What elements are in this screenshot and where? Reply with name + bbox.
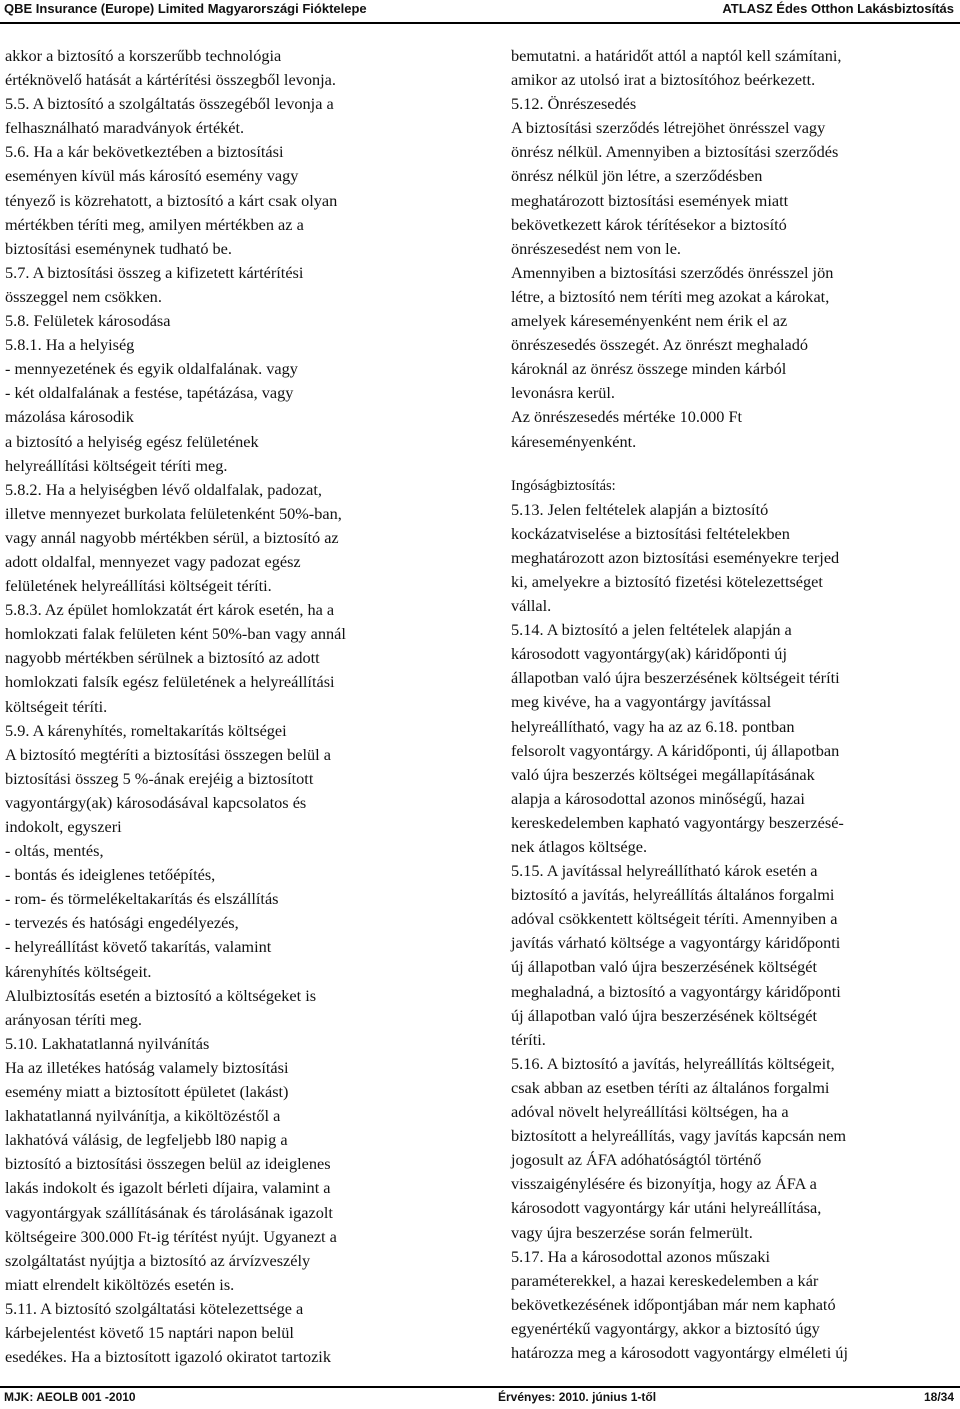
text-line: levonásra kerül. [511,383,615,403]
section-subheading: Ingóságbiztosítás: [511,477,616,494]
text-line: A biztosítási szerződés létrejöhet önrésszel vagy [511,118,826,138]
text-line: egyenértékű vagyontárgy, akkor a biztosító úgy [511,1318,820,1338]
text-line: - bontás és ideiglenes tetőépítés, [5,865,216,885]
text-line: biztosító a javítás, helyreállítás általános forgalmi [511,885,835,905]
text-line: szolgáltatást nyújtja a biztosító az árvízveszély [5,1250,311,1270]
text-line: jogosult az ÁFA adóhatóságtól történő [511,1150,762,1170]
left-text-column [5,44,450,1369]
text-line: 5.17. Ha a károsodottal azonos műszaki [511,1246,771,1266]
text-line: 5.8.2. Ha a helyiségben lévő oldalfalak, padozat, [5,479,322,499]
text-line: lakhatatlanná nyilvánítja, a kiköltözéstől a [5,1106,281,1126]
text-line: amelyek káreseményenként nem érik el az [511,311,788,331]
text-line: összeggel nem csökken. [5,286,162,306]
text-line: A biztosító megtéríti a biztosítási összegen belül a [5,744,332,764]
text-line: illetve mennyezet burkolata felületenként 50%-ban, [5,503,342,523]
text-line: - két oldalfalának a festése, tapétázása, vagy [5,383,294,403]
footer-page-number: 18/34 [923,1390,954,1404]
text-line: - mennyezetének és egyik oldalfalának. vagy [5,359,298,379]
footer-validity: Érvényes: 2010. június 1-től [498,1390,657,1404]
text-line: bemutatni. a határidőt attól a naptól kell számítani, [511,46,842,65]
text-line: 5.15. A javítással helyreállítható károk esetén a [511,861,818,881]
text-line: 5.14. A biztosító a jelen feltételek alapján a [511,620,792,640]
text-line: bekövetkezett károk térítésekor a biztosító [511,214,787,234]
text-line: 5.10. Lakhatatlanná nyilvánítás [5,1033,210,1053]
text-line: 5.12. Önrészesedés [511,94,637,114]
text-line: biztosítási eseménynek tudható be. [5,238,232,258]
text-line: visszaigénylésére és bizonyítja, hogy az ÁFA a [511,1174,817,1194]
text-line: mázolása károsodik [5,407,134,427]
text-line: önrészesedés összegét. Az önrészt meghaladó [511,335,809,355]
footer-document-code: MJK: AEOLB 001 -2010 [4,1390,136,1404]
text-line: javítás várható költsége a vagyontárgy káridőponti [511,933,841,953]
text-line: homlokzati falak felületen ként 50%-ban vagy annál [5,624,346,644]
text-line: Amennyiben a biztosítási szerződés önrésszel jön [511,262,834,282]
text-line: alapja a károsodottal azonos minőségű, hazai [511,788,805,808]
text-line: 5.8.1. Ha a helyiség [5,335,135,355]
text-line: önrész nélkül jön létre, a szerződésben [511,166,763,186]
text-line: - oltás, mentés, [5,841,104,861]
text-line: 5.8. Felületek károsodása [5,311,171,331]
text-line: homlokzati falsík egész felületének a helyreállítási [5,672,335,692]
text-line: értéknövelő hatását a kártérítési összegből levonja. [5,70,336,90]
text-line: káreseményenként. [511,431,637,451]
text-line: károsodott vagyontárgy kár utáni helyreállítása, [511,1198,822,1218]
text-line: vagy újra beszerzése során felmerült. [511,1222,753,1242]
text-line: kárbejelentést követő 15 naptári napon belül [5,1322,294,1342]
header-rule [0,22,960,24]
text-line: lakás indokolt és igazolt bérleti díjaira, valamint a [5,1178,331,1198]
text-line: létre, a biztosító nem téríti meg azokat a károkat, [511,286,830,306]
text-line: 5.13. Jelen feltételek alapján a biztosító [511,499,769,519]
text-line: új állapotban való újra beszerzésének költségét [511,1005,818,1025]
text-line: állapotban való újra beszerzésének költségeit téríti [511,668,840,688]
header-product: ATLASZ Édes Otthon Lakásbiztosítás [722,1,954,16]
text-line: felhasználható maradványok értékét. [5,118,245,138]
text-line: - helyreállítást követő takarítás, valamint [5,937,272,957]
text-line: biztosítási összeg 5 %-ának erejéig a biztosított [5,768,314,788]
text-line: Ha az illetékes hatóság valamely biztosítási [5,1057,289,1077]
text-line: biztosító a biztosítási összegen belül az ideiglenes [5,1154,331,1174]
text-line: 5.5. A biztosító a szolgáltatás összegéből levonja a [5,94,334,114]
text-line: 5.8.3. Az épület homlokzatát ért károk esetén, ha a [5,600,335,620]
text-line: kereskedelemben kapható vagyontárgy beszerzésé- [511,812,844,832]
text-line: vállal. [511,596,552,616]
right-text-column [511,44,955,1365]
text-line: indokolt, egyszeri [5,817,122,836]
text-line: téríti. [511,1029,546,1049]
text-line: eseményen kívül más károsító esemény vagy [5,166,299,186]
text-line: paraméterekkel, a hazai kereskedelemben a kár [511,1270,819,1290]
text-line: mértékben téríti meg, amilyen mértékben az a [5,214,304,234]
text-line: adott oldalfal, mennyezet vagy padozat egész [5,551,301,571]
page-footer [0,1389,960,1407]
text-line: károsodott vagyontárgy(ak) káridőponti új [511,644,787,664]
text-line: károknál az önrész összege minden kárból [511,359,787,379]
text-line: biztosított a helyreállítás, vagy javítás kapcsán nem [511,1126,847,1146]
text-line: csak abban az esetben téríti az általános forgalmi [511,1077,830,1097]
text-line: meghatározott biztosítási események miatt [511,190,789,210]
text-line: adóval csökkentett költségeit téríti. Amennyiben a [511,909,838,929]
text-line: adóval növelt helyreállítási költségen, ha a [511,1102,789,1122]
text-line: nek átlagos költsége. [511,837,648,856]
text-line: meghatározott azon biztosítási eseményekre terjed [511,547,840,567]
text-line: 5.6. Ha a kár bekövetkeztében a biztosítási [5,142,284,162]
text-line: amikor az utolsó irat a biztosítóhoz beérkezett. [511,70,816,90]
text-line: vagy annál nagyobb mértékben sérül, a biztosító az [5,527,339,547]
text-line: tényező is közrehatott, a biztosító a kárt csak olyan [5,190,338,210]
text-line: a biztosító a helyiség egész felületének [5,431,259,451]
text-line: felsorolt vagyontárgy. A káridőponti, új állapotban [511,740,840,760]
text-line: - rom- és törmelékeltakarítás és elszállítás [5,889,279,909]
text-line: arányosan téríti meg. [5,1009,142,1029]
text-line: lakhatóvá válásig, de legfeljebb l80 napig a [5,1130,288,1150]
text-line: vagyontárgy(ak) károsodásával kapcsolatos és [5,792,307,812]
text-line: 5.9. A kárenyhítés, romeltakarítás költségei [5,720,287,740]
text-line: esedékes. Ha a biztosított igazoló okiratot tartozik [5,1347,331,1367]
text-line: miatt elrendelt kiköltözés esetén is. [5,1274,235,1294]
page-header [0,0,960,24]
text-line: 5.7. A biztosítási összeg a kifizetett kártérítési [5,262,304,282]
text-line: esemény miatt a biztosított épületet (lakást) [5,1082,289,1102]
text-line: való újra beszerzés költségei megállapításának [511,764,815,784]
section-spacer [511,454,955,474]
text-line: Alulbiztosítás esetén a biztosító a költségeket is [5,985,317,1005]
text-line: vagyontárgyak szállításának és tárolásának igazolt [5,1202,333,1222]
text-line: kárenyhítés költségeit. [5,961,152,981]
text-line: 5.16. A biztosító a javítás, helyreállítás költségeit, [511,1053,835,1073]
text-line: meghaladná, a biztosító a vagyontárgy káridőponti [511,981,841,1001]
text-line: költségeire 300.000 Ft-ig térítést nyújt. Ugyanezt a [5,1226,337,1246]
text-line: akkor a biztosító a korszerűbb technológia [5,46,282,65]
text-line: felületének helyreállítási költségeit téríti. [5,576,272,596]
text-line: határozza meg a károsodott vagyontárgy elméleti új [511,1342,848,1362]
text-line: kockázatviselése a biztosítási feltételekben [511,523,790,543]
header-company: QBE Insurance (Europe) Limited Magyarországi Fióktelepe [4,1,367,16]
text-line: 5.11. A biztosító szolgáltatási kötelezettsége a [5,1298,304,1318]
text-line: önrész nélkül. Amennyiben a biztosítási szerződés [511,142,839,162]
text-line: helyreállítható, vagy ha az az 6.18. pontban [511,716,795,736]
text-line: meg kivéve, ha a vagyontárgy javítással [511,692,772,712]
text-line: nagyobb mértékben sérülnek a biztosító az adott [5,648,320,668]
text-line: új állapotban való újra beszerzésének költségét [511,957,818,977]
text-line: - tervezés és hatósági engedélyezés, [5,913,239,933]
text-line: költségeit téríti. [5,696,108,716]
text-line: ki, amelyekre a biztosító fizetési kötelezettséget [511,571,823,591]
footer-rule [0,1386,960,1388]
text-line: helyreállítási költségeit téríti meg. [5,455,228,475]
text-line: önrészesedést nem von le. [511,238,681,258]
text-line: Az önrészesedés mértéke 10.000 Ft [511,407,743,427]
text-line: bekövetkezésének időpontjában már nem kapható [511,1294,836,1314]
